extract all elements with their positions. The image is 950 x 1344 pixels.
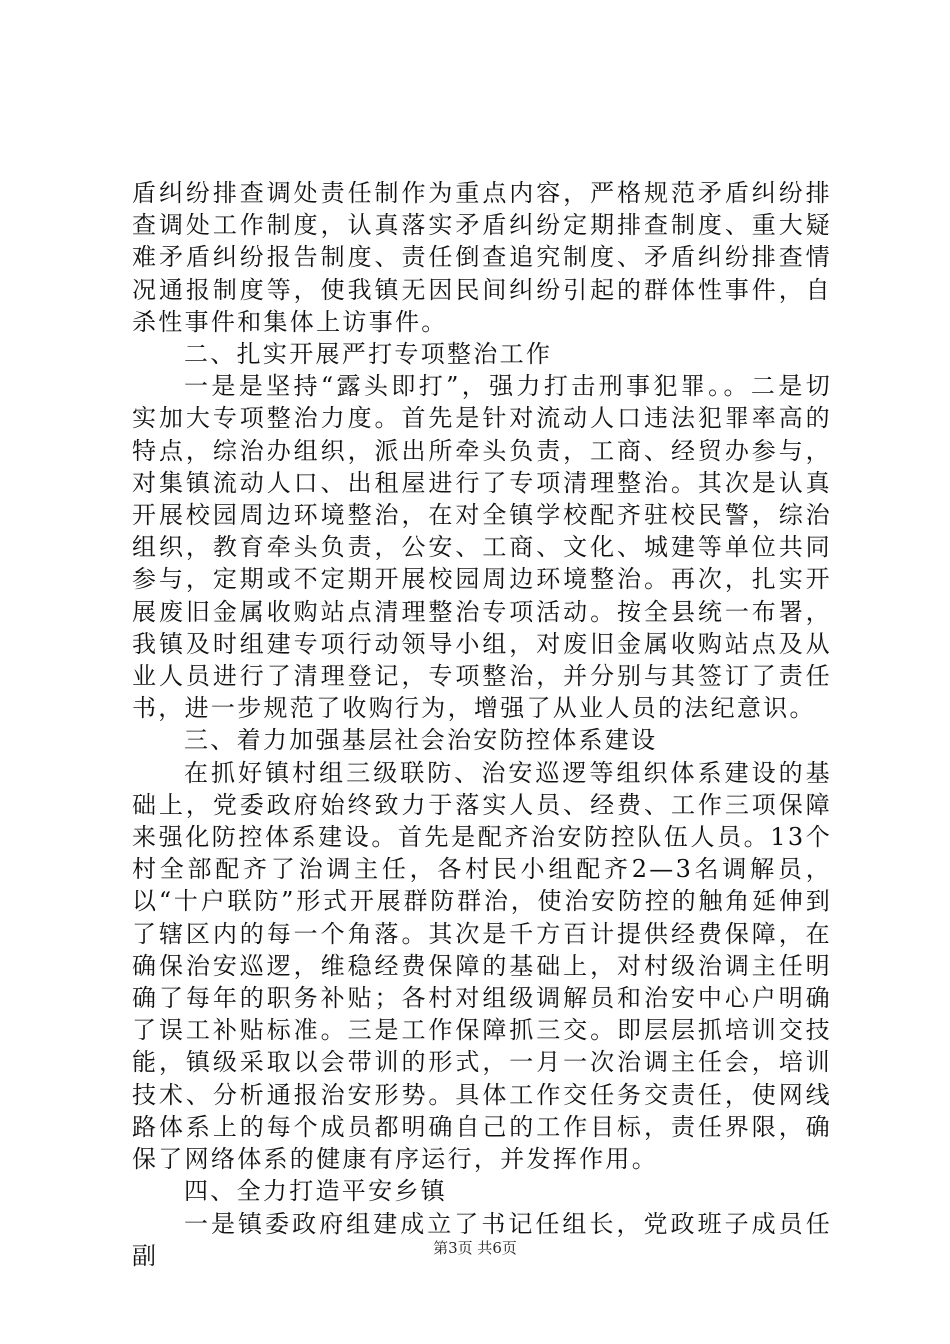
section-heading-4: 四、全力打造平安乡镇 xyxy=(184,1177,447,1206)
document-body xyxy=(132,177,832,1272)
paragraph-section-3: 在抓好镇村组三级联防、治安巡逻等组织体系建设的基础上，党委政府始终致力于落实人员、经费、工作三项保障来强化防控体系建设。首先是配齐治安防控队伍人员。13个村全部配齐了治调主任，各村民小组配齐2—3名调解员，以“十户联防”形式开展群防群治，使治安防控的触角延伸到了辖区内的每一个角落。其次是千方百计提供经费保障，在确保治安巡逻，维稳经费保障的基础上，对村级治调主任明确了每年的职务补贴；各村对组级调解员和治安中心户明确了误工补贴标准。三是工作保障抓三交。即层层抓培训交技能，镇级采取以会带训的形式，一月一次治调主任会，培训技术、分析通报治安形势。具体工作交任务交责任，使网线路体系上的每个成员都明确自己的工作目标，责任界限，确保了网络体系的健康有序运行，并发挥作用。 xyxy=(132,758,832,1174)
section-heading-3: 三、着力加强基层社会治安防控体系建设 xyxy=(184,726,658,755)
paragraph-continuation: 盾纠纷排查调处责任制作为重点内容，严格规范矛盾纠纷排查调处工作制度，认真落实矛盾纠纷定期排查制度、重大疑难矛盾纠纷报告制度、责任倒查追究制度、矛盾纠纷排查情况通报制度等，使我镇无因民间纠纷引起的群体性事件，自杀性事件和集体上访事件。 xyxy=(132,179,832,336)
paragraph-section-4: 一是镇委政府组建成立了书记任组长，党政班子成员任副 xyxy=(132,1209,832,1270)
page-number-label: 第3页 共6页 xyxy=(433,1239,517,1257)
paragraph-section-2: 一是是坚持“露头即打”，强力打击刑事犯罪。。二是切实加大专项整治力度。首先是针对流动人口违法犯罪率高的特点，综治办组织，派出所牵头负责，工商、经贸办参与，对集镇流动人口、出租屋进行了专项清理整治。其次是认真开展校园周边环境整治，在对全镇学校配齐驻校民警，综治组织，教育牵头负责，公安、工商、文化、城建等单位共同参与，定期或不定期开展校园周边环境整治。再次，扎实开展废旧金属收购站点清理整治专项活动。按全县统一布署，我镇及时组建专项行动领导小组，对废旧金属收购站点及从业人员进行了清理登记，专项整治，并分别与其签订了责任书，进一步规范了收购行为，增强了从业人员的法纪意识。 xyxy=(132,372,832,723)
page-footer xyxy=(0,1237,950,1258)
section-heading-2: 二、扎实开展严打专项整治工作 xyxy=(184,340,553,369)
